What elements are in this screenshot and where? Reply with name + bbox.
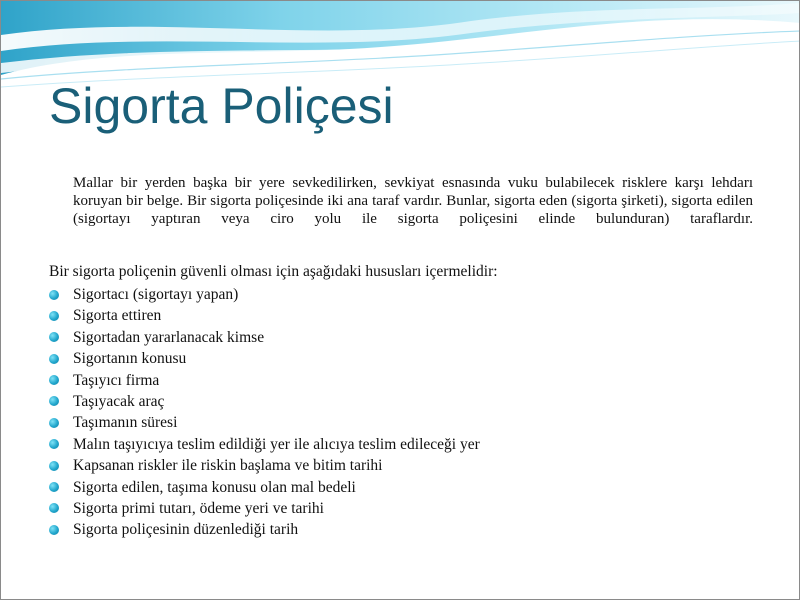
list-item-text: Sigorta primi tutarı, ödeme yeri ve tarihi xyxy=(73,499,324,517)
list-item xyxy=(49,348,480,369)
list-item-text: Sigorta poliçesinin düzenlediği tarih xyxy=(73,521,299,539)
list-lead-text: Bir sigorta poliçenin güvenli olması için aşağıdaki hususları içermelidir: xyxy=(49,263,498,280)
intro-paragraph: Mallar bir yerden başka bir yere sevkedilirken, sevkiyat esnasında vuku bulabilecek risklere karşı lehdarı koruyan bir belge. Bir sigorta poliçesinde iki ana taraf vardır. Bunlar, sigorta eden (sigorta şirketi), sigorta edilen (sigortayı yaptıran veya ciro yolu ile sigorta poliçesini elinde bulunduran) taraflardır. xyxy=(73,175,753,227)
list-item-text: Taşıyıcı firma xyxy=(73,371,160,389)
bullet-dot-icon xyxy=(49,503,59,513)
list-item-text: Kapsanan riskler ile riskin başlama ve bitim tarihi xyxy=(73,457,383,475)
bullet-dot-icon xyxy=(49,439,59,449)
list-item-text: Taşıyacak araç xyxy=(73,392,165,410)
list-item-text: Sigortacı (sigortayı yapan) xyxy=(73,286,239,303)
bullet-dot-icon xyxy=(49,396,59,406)
list-item xyxy=(49,477,480,498)
bullet-dot-icon xyxy=(49,354,59,364)
list-item-text: Malın taşıyıcıya teslim edildiği yer ile alıcıya teslim edileceği yer xyxy=(73,435,480,453)
list-item xyxy=(49,434,480,455)
list-item xyxy=(49,391,480,412)
list-item xyxy=(49,327,480,348)
page-title: Sigorta Poliçesi xyxy=(49,78,394,134)
list-item xyxy=(49,455,480,476)
list-item xyxy=(49,370,480,391)
bullet-dot-icon xyxy=(49,525,59,535)
bullet-dot-icon xyxy=(49,461,59,471)
list-item xyxy=(49,412,480,433)
bullet-dot-icon xyxy=(49,311,59,321)
bullet-dot-icon xyxy=(49,418,59,428)
bullet-dot-icon xyxy=(49,482,59,492)
list-item xyxy=(49,305,480,326)
list-item-text: Sigortanın konusu xyxy=(73,350,187,368)
bullet-dot-icon xyxy=(49,332,59,342)
list-item-text: Sigorta ettiren xyxy=(73,307,162,325)
list-item xyxy=(49,519,480,540)
list-item-text: Sigortadan yararlanacak kimse xyxy=(73,328,265,346)
bullet-dot-icon xyxy=(49,290,59,300)
list-item xyxy=(49,498,480,519)
bullet-dot-icon xyxy=(49,375,59,385)
requirements-list xyxy=(49,284,480,541)
list-item xyxy=(49,284,480,305)
list-item-text: Taşımanın süresi xyxy=(73,414,178,432)
list-item-text: Sigorta edilen, taşıma konusu olan mal bedeli xyxy=(73,478,356,496)
